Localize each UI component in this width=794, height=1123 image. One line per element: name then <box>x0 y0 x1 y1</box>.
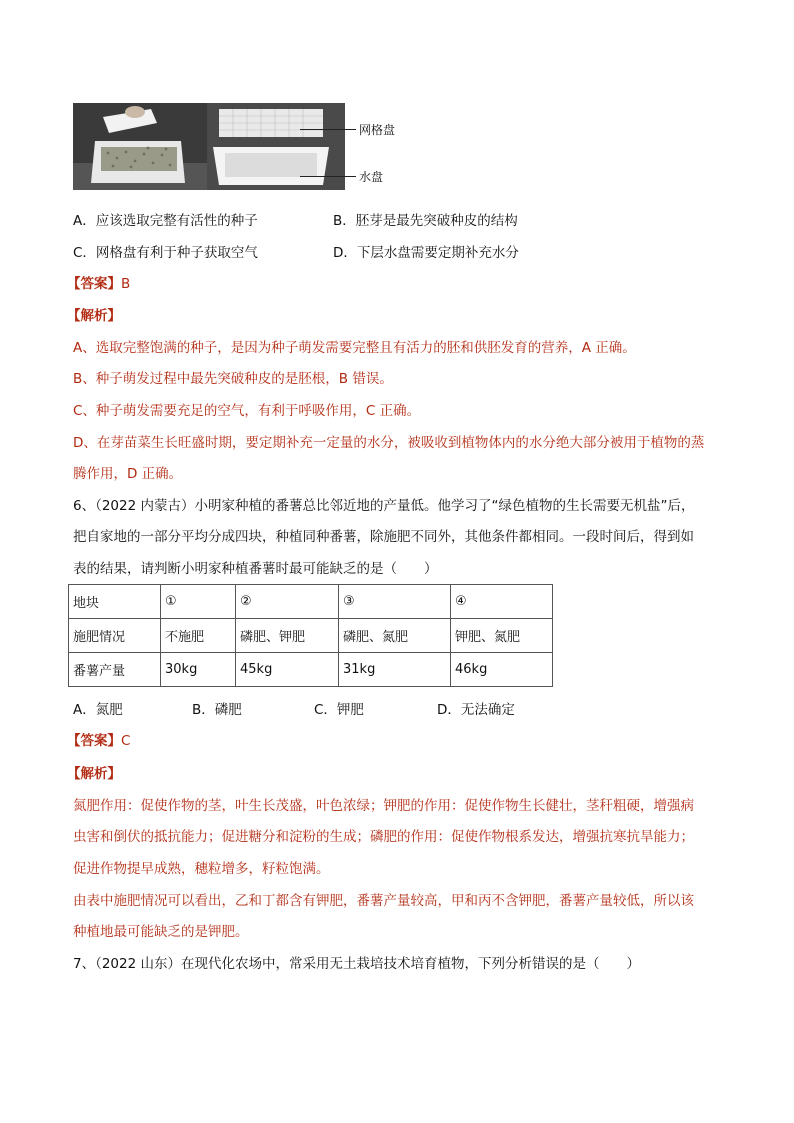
table-cell: 地块 <box>69 585 161 619</box>
q5-answer <box>67 272 130 292</box>
table-cell: 番薯产量 <box>69 653 161 687</box>
label-water-tray: 水盘 <box>359 170 384 184</box>
q6-result-table <box>68 584 553 687</box>
table-cell: 30kg <box>161 653 236 687</box>
q6-analysis-line-1: 氮肥作用：促使作物的茎，叶生长茂盛，叶色浓绿；钾肥的作用：促使作物生长健壮，茎秆粗硬，增强病 <box>73 798 694 814</box>
q5-analysis-line-2: B、种子萌发过程中最先突破种皮的是胚根，B 错误。 <box>73 371 393 387</box>
callout-line-water <box>300 176 356 177</box>
table-cell: ④ <box>451 585 553 619</box>
q6-analysis-line-2: 虫害和倒伏的抵抗能力；促进糖分和淀粉的生成；磷肥的作用：促使作物根系发达，增强抗寒抗旱能力； <box>73 829 694 845</box>
q5-analysis-line-3: C、种子萌发需要充足的空气，有利于呼吸作用，C 正确。 <box>73 403 421 419</box>
table-row <box>69 585 553 619</box>
q6-analysis-line-5: 种植地最可能缺乏的是钾肥。 <box>73 924 249 940</box>
q6-option-b: B．磷肥 <box>192 702 242 718</box>
q5-analysis-tag: 【解析】 <box>67 308 121 324</box>
q6-option-c: C．钾肥 <box>314 702 364 718</box>
table-cell: ③ <box>339 585 451 619</box>
callout-line-grid <box>300 129 356 130</box>
label-grid-tray: 网格盘 <box>359 123 396 137</box>
q6-analysis-line-3: 促进作物提早成熟，穗粒增多，籽粒饱满。 <box>73 861 330 877</box>
q5-answer-value: B <box>121 276 131 292</box>
q5-option-a: A．应该选取完整有活性的种子 <box>73 213 258 229</box>
table-cell: 46kg <box>451 653 553 687</box>
q5-analysis-line-5: 腾作用，D 正确。 <box>73 466 183 482</box>
table-row <box>69 619 553 653</box>
table-cell: ② <box>236 585 339 619</box>
q5-answer-tag: 【答案】 <box>67 276 121 292</box>
table-cell: 不施肥 <box>161 619 236 653</box>
q6-analysis-line-4: 由表中施肥情况可以看出，乙和丁都含有钾肥，番薯产量较高，甲和丙不含钾肥，番薯产量较低，所以该 <box>73 893 694 909</box>
table-cell: 磷肥、氮肥 <box>339 619 451 653</box>
q6-option-a: A．氮肥 <box>73 702 123 718</box>
q5-option-c: C．网格盘有利于种子获取空气 <box>73 245 258 261</box>
table-cell: ① <box>161 585 236 619</box>
q6-answer-tag: 【答案】 <box>67 733 121 749</box>
q6-option-d: D．无法确定 <box>437 702 515 718</box>
q5-analysis-line-4: D、在芽苗菜生长旺盛时期，要定期补充一定量的水分，被吸收到植物体内的水分绝大部分被用于植物的蒸 <box>73 435 705 451</box>
q6-answer <box>67 729 130 749</box>
table-row <box>69 653 553 687</box>
q5-option-b: B．胚芽是最先突破种皮的结构 <box>333 213 518 229</box>
q6-stem-line-2: 把自家地的一部分平均分成四块，种植同种番薯，除施肥不同外，其他条件都相同。一段时间后，得到如 <box>73 529 694 545</box>
q7-stem: 7、（2022 山东）在现代化农场中，常采用无土栽培技术培育植物，下列分析错误的是（ ） <box>73 956 640 972</box>
table-cell: 31kg <box>339 653 451 687</box>
table-cell: 施肥情况 <box>69 619 161 653</box>
table-cell: 45kg <box>236 653 339 687</box>
table-cell: 钾肥、氮肥 <box>451 619 553 653</box>
table-cell: 磷肥、钾肥 <box>236 619 339 653</box>
q5-option-d: D．下层水盘需要定期补充水分 <box>333 245 519 261</box>
q6-answer-value: C <box>121 733 131 749</box>
q6-stem-line-1: 6、（2022 内蒙古）小明家种植的番薯总比邻近地的产量低。他学习了“绿色植物的生长需要无机盐”后， <box>73 498 695 514</box>
q6-analysis-tag: 【解析】 <box>67 766 121 782</box>
q6-stem-line-3: 表的结果，请判断小明家种植番薯时最可能缺乏的是（ ） <box>73 561 438 577</box>
q5-analysis-line-1: A、选取完整饱满的种子，是因为种子萌发需要完整且有活力的胚和供胚发育的营养，A 正确。 <box>73 340 636 356</box>
